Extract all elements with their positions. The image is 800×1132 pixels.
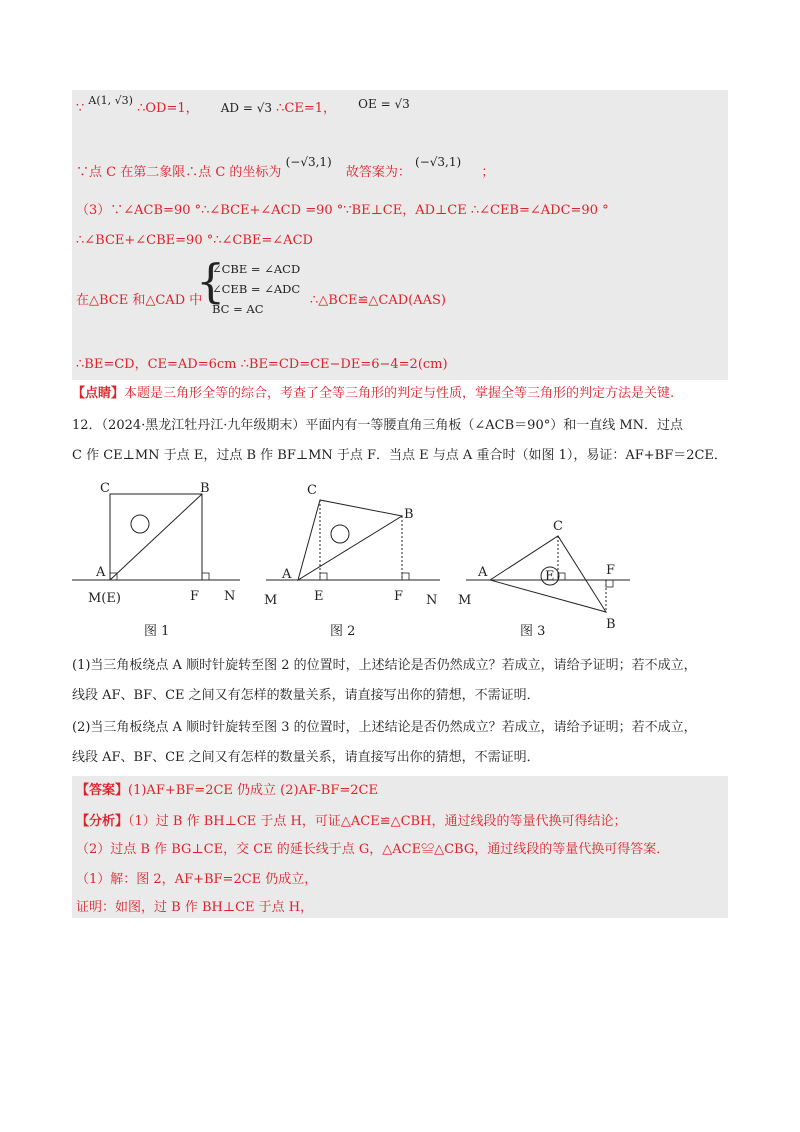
fig1-caption: 图 1	[144, 624, 170, 639]
fig2-caption: 图 2	[330, 624, 356, 639]
fig1-label-A: A	[96, 565, 106, 580]
fig1-label-N: N	[224, 589, 236, 604]
figure-3	[458, 519, 630, 632]
fig1-label-F: F	[190, 589, 200, 604]
solution-line-5b: ∴△BCE≌△CAD(AAS)	[310, 293, 446, 308]
fig3-label-F: F	[606, 563, 616, 578]
fig2-label-A: A	[282, 567, 292, 582]
analysis-line-2: （2）过点 B 作 BG⊥CE，交 CE 的延长线于点 G，△ACE≌△CBG，通过线段的等量代换可得答案．	[76, 842, 670, 857]
fig3-caption: 图 3	[520, 624, 546, 639]
figures	[0, 478, 800, 648]
fig3-label-E: E	[545, 569, 555, 584]
fig3-label-C: C	[553, 519, 563, 534]
equation-system-brace: {	[196, 254, 226, 308]
solution-line-3: （3）∵∠ACB=90 °∴∠BCE+∠ACD =90 °∵BE⊥CE，AD⊥CE ∴∠CEB=∠ADC=90 °	[76, 203, 609, 218]
question-1-line-2: 线段 AF、BF、CE 之间又有怎样的数量关系，请直接写出你的猜想，不需证明．	[72, 688, 540, 703]
solution-line-6: ∴BE=CD，CE=AD=6cm ∴BE=CD=CE−DE=6−4=2(cm)	[76, 357, 448, 372]
analysis-line-3: （1）解：图 2，AF+BF=2CE 仍成立，	[76, 872, 318, 887]
answer-text: (1)AF+BF=2CE 仍成立 (2)AF-BF=2CE	[128, 783, 378, 798]
fig2-label-M: M	[264, 593, 278, 608]
analysis-line-4: 证明：如图，过 B 作 BH⊥CE 于点 H，	[76, 900, 314, 915]
fig1-label-M: M(E)	[88, 591, 121, 606]
question-1-line-1: (1)当三角板绕点 A 顺时针旋转至图 2 的位置时，上述结论是否仍然成立？若成立，请给予证明；若不成立，	[72, 658, 697, 673]
fig1-label-C: C	[100, 481, 110, 496]
comment-label: 【点睛】	[72, 386, 125, 401]
analysis-label: 【分析】	[76, 814, 129, 829]
problem-line-2: C 作 CE⊥MN 于点 E，过点 B 作 BF⊥MN 于点 F．当点 E 与点 A 重合时（如图 1），易证：AF+BF＝2CE．	[72, 448, 727, 463]
analysis-text-1: （1）过 B 作 BH⊥CE 于点 H，可证△ACE≌△CBH，通过线段的等量代换可得结论；	[128, 814, 627, 829]
fig1-label-B: B	[200, 481, 210, 496]
solution-line-4: ∴∠BCE+∠CBE=90 °∴∠CBE=∠ACD	[76, 233, 313, 248]
solution-line-5: 在△BCE 和△CAD 中	[76, 293, 203, 308]
comment-text: 本题是三角形全等的综合，考查了全等三角形的判定与性质，掌握全等三角形的判定方法是关键.	[124, 386, 675, 401]
equation-system: ∠CBE = ∠ACD ∠CEB = ∠ADC BC = AC	[212, 262, 301, 316]
analysis-line-1	[76, 814, 626, 830]
fig3-label-B: B	[606, 617, 616, 632]
figure-2	[264, 483, 440, 608]
fig2-label-C: C	[307, 483, 317, 498]
question-2-line-1: (2)当三角板绕点 A 顺时针旋转至图 3 的位置时，上述结论是否仍然成立？若成立，请给予证明；若不成立，	[72, 720, 697, 735]
fig3-label-M: M	[458, 593, 472, 608]
fig2-label-F: F	[394, 589, 404, 604]
comment-line	[72, 386, 674, 402]
fig2-label-E: E	[314, 589, 324, 604]
answer-line	[76, 783, 378, 799]
fig2-label-B: B	[404, 507, 414, 522]
solution-line-2: ∵点 C 在第二象限∴点 C 的坐标为 (−√3,1) 故答案为： (−√3,1) ；	[76, 155, 495, 180]
figure-1	[72, 481, 240, 606]
answer-label: 【答案】	[76, 783, 129, 798]
fig2-label-N: N	[426, 593, 438, 608]
fig3-label-A: A	[478, 565, 488, 580]
problem-line-1: 12．（2024·黑龙江牡丹江·九年级期末）平面内有一等腰直角三角板（∠ACB＝90°）和一直线 MN．过点	[72, 418, 684, 433]
solution-line-1: ∵ $^{A(1, √3)}$ ∴OD=1， AD = √3 ∴CE=1， OE = √3	[76, 94, 410, 116]
question-2-line-2: 线段 AF、BF、CE 之间又有怎样的数量关系，请直接写出你的猜想，不需证明．	[72, 750, 540, 765]
